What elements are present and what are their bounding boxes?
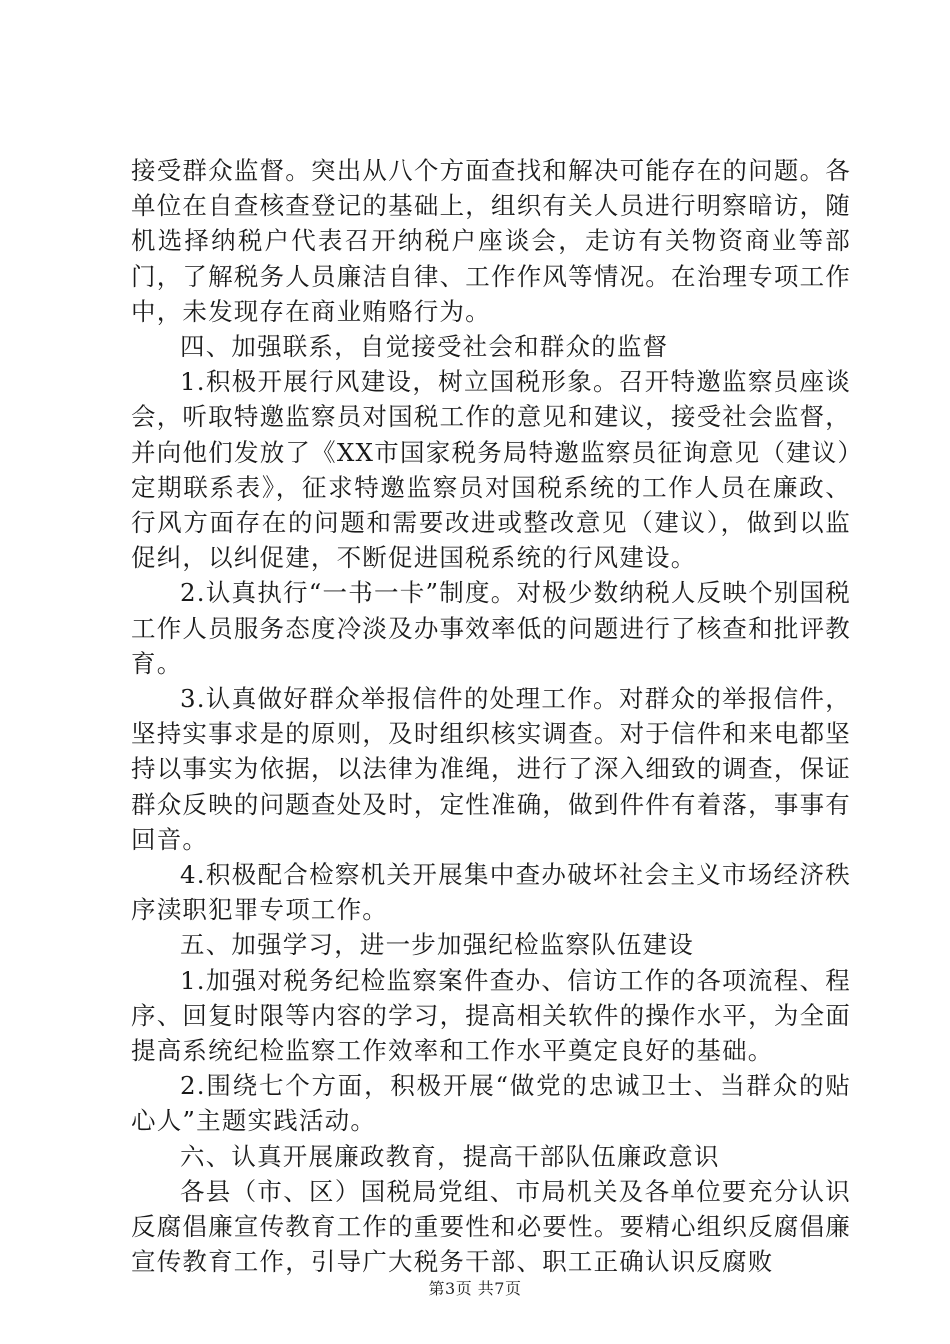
section-heading-6: 六、认真开展廉政教育，提高干部队伍廉政意识: [180, 1141, 720, 1171]
paragraph-item-4-1: 1.积极开展行风建设，树立国税形象。召开特邀监察员座谈会，听取特邀监察员对国税工作的意见和建议，接受社会监督，并向他们发放了《XX市国家税务局特邀监察员征询意见（建议）定期联系表》，征求特邀监察员对国税系统的工作人员在廉政、行风方面存在的问题和需要改进或整改意见（建议），做到以监促纠，以纠促建，不断促进国税系统的行风建设。: [131, 367, 851, 573]
page-number-footer: 第3页 共7页: [428, 1279, 522, 1298]
paragraph-item-5-1: 1.加强对税务纪检监察案件查办、信访工作的各项流程、程序、回复时限等内容的学习，提高相关软件的操作水平，为全面提高系统纪检监察工作效率和工作水平奠定良好的基础。: [131, 965, 851, 1066]
paragraph-item-4-3: 3.认真做好群众举报信件的处理工作。对群众的举报信件，坚持实事求是的原则，及时组织核实调查。对于信件和来电都坚持以事实为依据，以法律为准绳，进行了深入细致的调查，保证群众反映的问题查处及时，定性准确，做到件件有着落，事事有回音。: [131, 684, 851, 854]
paragraph-item-5-2: 2.围绕七个方面，积极开展“做党的忠诚卫士、当群众的贴心人”主题实践活动。: [131, 1071, 851, 1136]
paragraph-item-4-4: 4.积极配合检察机关开展集中查办破坏社会主义市场经济秩序渎职犯罪专项工作。: [131, 860, 851, 925]
paragraph-item-4-2: 2.认真执行“一书一卡”制度。对极少数纳税人反映个别国税工作人员服务态度冷淡及办事效率低的问题进行了核查和批评教育。: [131, 578, 851, 678]
section-heading-4: 四、加强联系，自觉接受社会和群众的监督: [180, 332, 669, 362]
section-heading-5: 五、加强学习，进一步加强纪检监察队伍建设: [180, 930, 694, 960]
paragraph-section-6-body: 各县（市、区）国税局党组、市局机关及各单位要充分认识反腐倡廉宣传教育工作的重要性和必要性。要精心组织反腐倡廉宣传教育工作，引导广大税务干部、职工正确认识反腐败: [131, 1176, 851, 1277]
paragraph-continuation: 接受群众监督。突出从八个方面查找和解决可能存在的问题。各单位在自查核查登记的基础上，组织有关人员进行明察暗访，随机选择纳税户代表召开纳税户座谈会，走访有关物资商业等部门，了解税务人员廉洁自律、工作作风等情况。在治理专项工作中，未发现存在商业贿赂行为。: [131, 156, 851, 326]
document-body: [131, 153, 851, 1280]
